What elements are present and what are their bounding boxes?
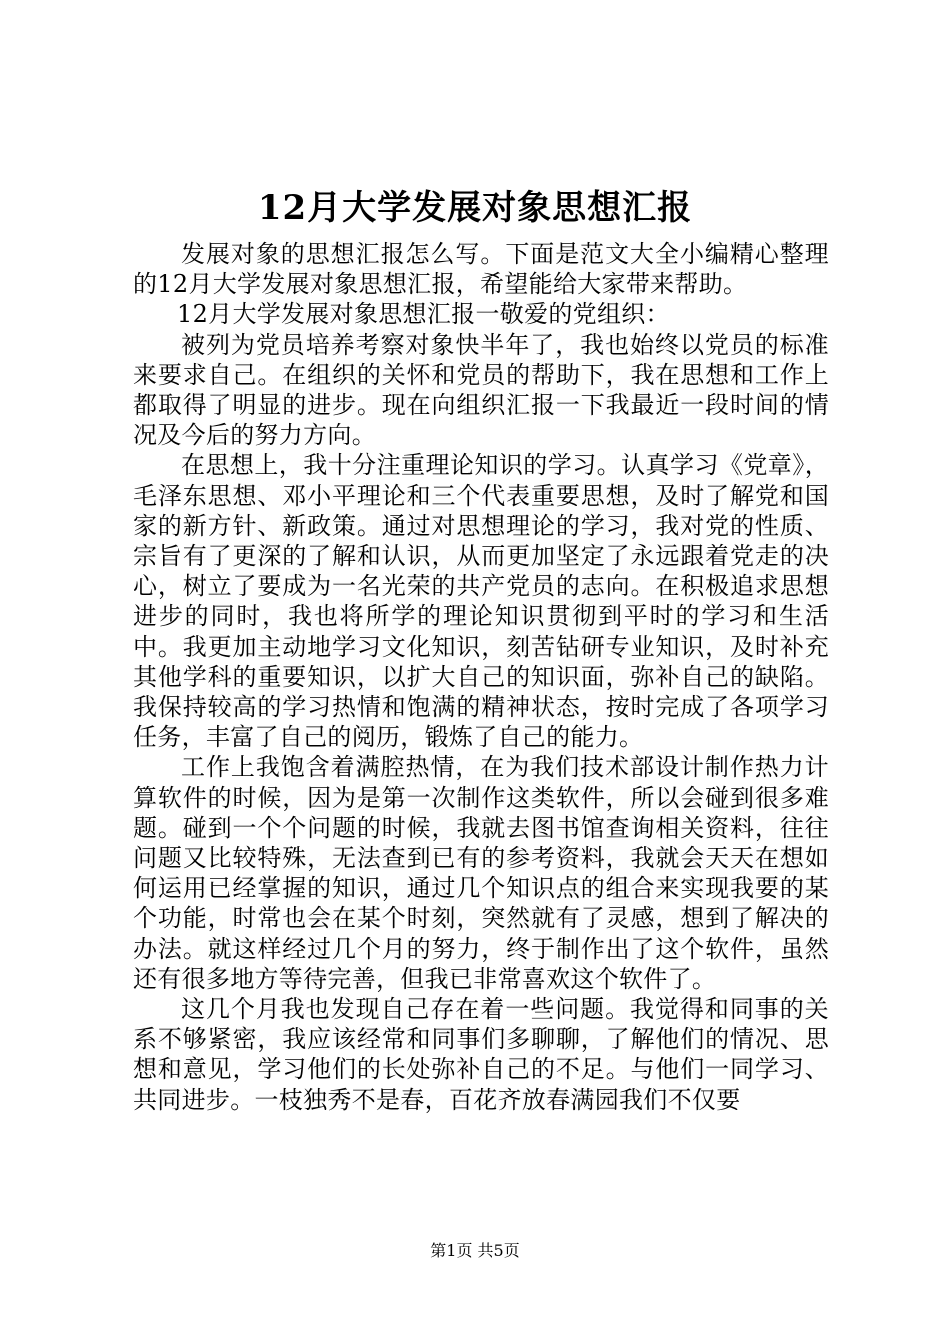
document-body <box>133 239 829 1115</box>
page-footer: 第1页 共5页 <box>430 1241 520 1260</box>
paragraph-thought: 在思想上，我十分注重理论知识的学习。认真学习《党章》，毛泽东思想、邓小平理论和三个代表重要思想，及时了解党和国家的新方针、新政策。通过对思想理论的学习，我对党的性质、宗旨有了更深的了解和认识，从而更加坚定了永远跟着党走的决心，树立了要成为一名光荣的共产党员的志向。在积极追求思想进步的同时，我也将所学的理论知识贯彻到平时的学习和生活中。我更加主动地学习文化知识，刻苦钻研专业知识，及时补充其他学科的重要知识，以扩大自己的知识面，弥补自己的缺陷。我保持较高的学习热情和饱满的精神状态，按时完成了各项学习任务，丰富了自己的阅历，锻炼了自己的能力。 <box>133 451 829 752</box>
paragraph-intro: 发展对象的思想汇报怎么写。下面是范文大全小编精心整理的12月大学发展对象思想汇报，希望能给大家带来帮助。 <box>133 240 829 299</box>
paragraph-salutation: 12月大学发展对象思想汇报一敬爱的党组织： <box>177 300 670 329</box>
paragraph-problems: 这几个月我也发现自己存在着一些问题。我觉得和同事的关系不够紧密，我应该经常和同事们多聊聊，了解他们的情况、思想和意见，学习他们的长处弥补自己的不足。与他们一同学习、共同进步。一枝独秀不是春，百花齐放春满园我们不仅要 <box>133 995 829 1114</box>
document-title: 12月大学发展对象思想汇报 <box>257 188 693 228</box>
paragraph-overview: 被列为党员培养考察对象快半年了，我也始终以党员的标准来要求自己。在组织的关怀和党员的帮助下，我在思想和工作上都取得了明显的进步。现在向组织汇报一下我最近一段时间的情况及今后的努力方向。 <box>133 330 829 450</box>
paragraph-work: 工作上我饱含着满腔热情，在为我们技术部设计制作热力计算软件的时候，因为是第一次制作这类软件，所以会碰到很多难题。碰到一个个问题的时候，我就去图书馆查询相关资料，往往问题又比较特殊，无法查到已有的参考资料，我就会天天在想如何运用已经掌握的知识，通过几个知识点的组合来实现我要的某个功能，时常也会在某个时刻，突然就有了灵感，想到了解决的办法。就这样经过几个月的努力，终于制作出了这个软件，虽然还有很多地方等待完善，但我已非常喜欢这个软件了。 <box>133 753 829 993</box>
